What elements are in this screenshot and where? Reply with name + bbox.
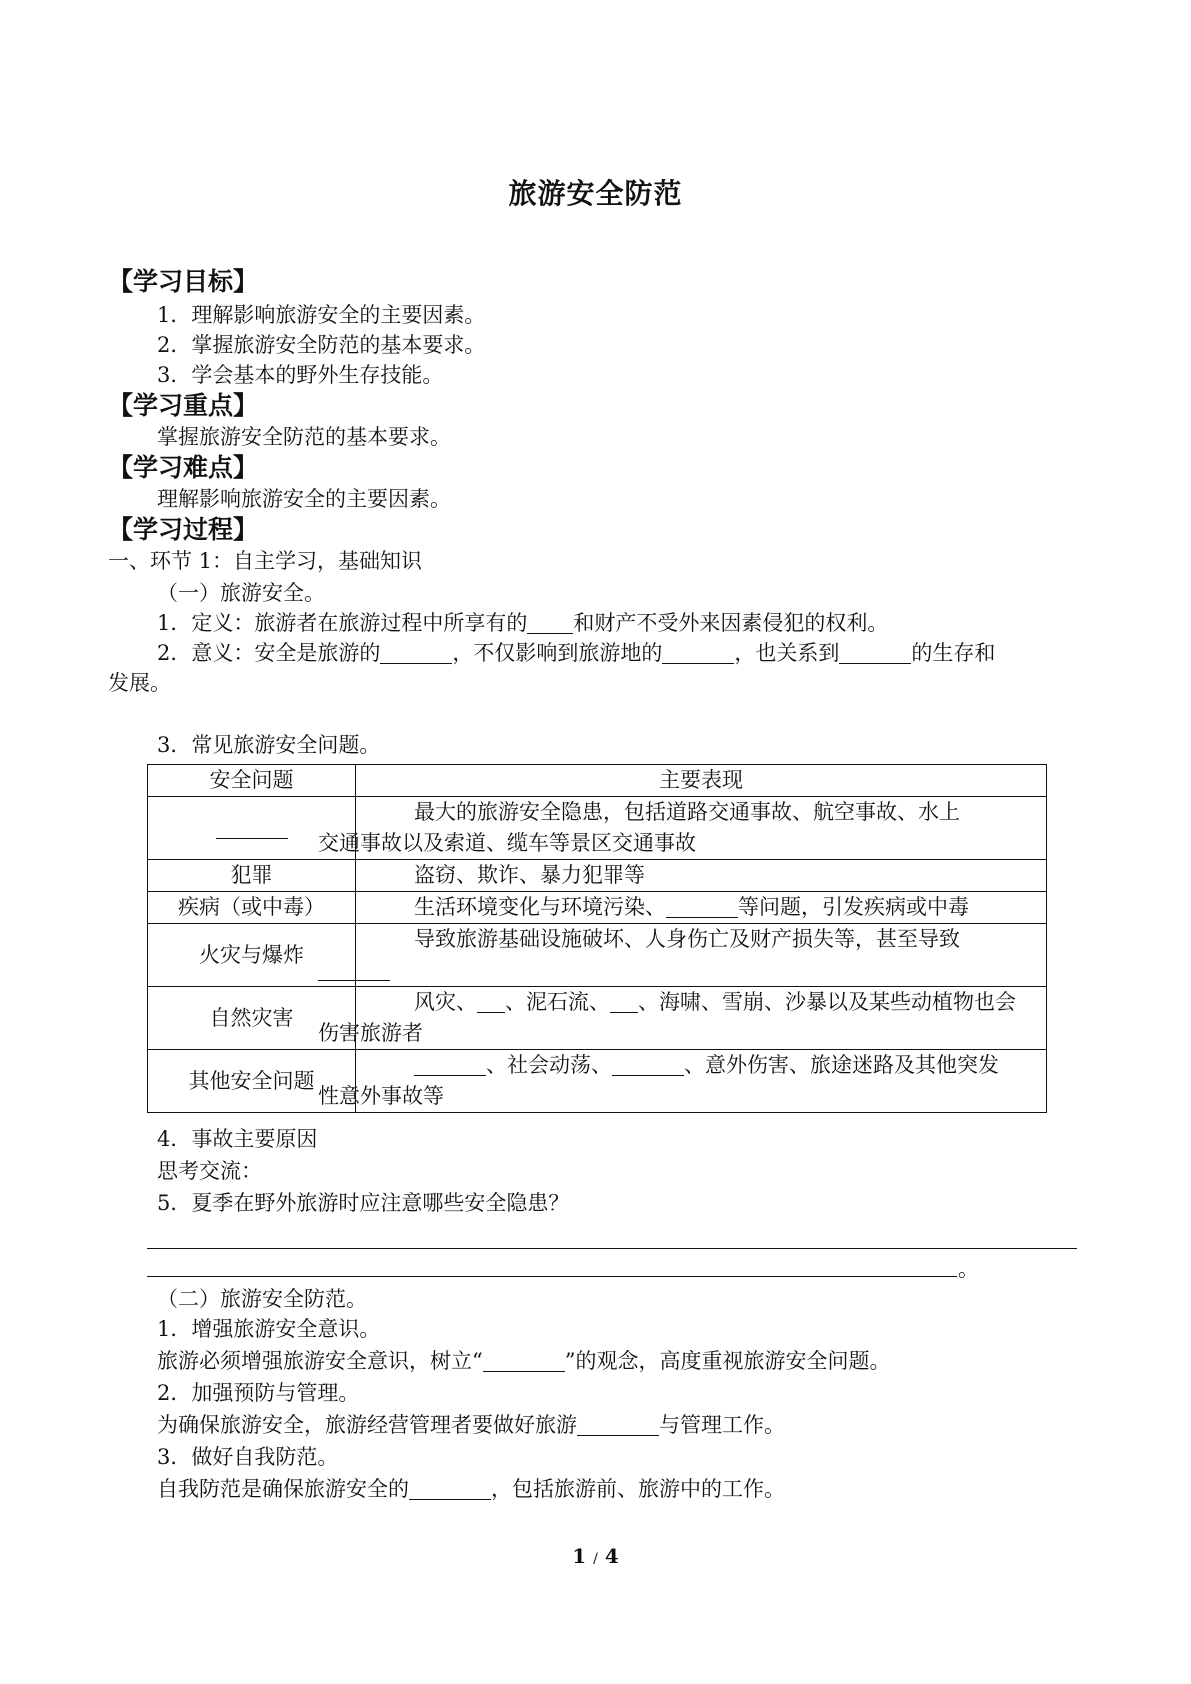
page-number: 1 / 4 (572, 1544, 619, 1568)
meaning-line-continued: 发展。 (108, 671, 171, 695)
fill-blank (577, 1413, 659, 1436)
fill-blank (662, 641, 734, 664)
difficulty-heading: 【学习难点】 (108, 453, 259, 482)
fill-blank (612, 1053, 684, 1076)
fill-blank (318, 958, 390, 981)
prevention-item-text: 旅游必须增强旅游安全意识，树立“ ”的观念，高度重视旅游安全问题。 (157, 1349, 891, 1373)
fill-blank (666, 895, 738, 918)
fill-blank (477, 990, 505, 1013)
safety-issues-table (147, 764, 1047, 1113)
table-cell-issue: 自然灾害 (148, 987, 356, 1050)
table-cell-issue: 火灾与爆炸 (148, 924, 356, 987)
fill-blank (527, 611, 573, 634)
fill-blank (610, 990, 638, 1013)
goal-item: 3．学会基本的野外生存技能。 (157, 363, 444, 387)
table-cell-issue: 犯罪 (148, 860, 356, 892)
table-row (148, 987, 1047, 1050)
prevention-item-heading: 3．做好自我防范。 (157, 1445, 339, 1469)
common-issues-heading: 3．常见旅游安全问题。 (157, 733, 381, 757)
fill-blank (409, 1477, 491, 1500)
causes-line: 4．事故主要原因 (157, 1127, 318, 1151)
table-cell-desc: 盗窃、欺诈、暴力犯罪等 (356, 860, 1047, 892)
answer-period: 。 (958, 1257, 979, 1281)
table-header-row (148, 765, 1047, 797)
think-line: 思考交流： (157, 1159, 262, 1183)
table-cell-desc: 导致旅游基础设施破坏、人身伤亡及财产损失等，甚至导致 (356, 924, 1047, 987)
definition-line: 1．定义：旅游者在旅游过程中所享有的 和财产不受外来因素侵犯的权利。 (157, 611, 889, 635)
stage-heading: 一、环节 1：自主学习，基础知识 (108, 549, 423, 573)
table-row (148, 924, 1047, 987)
fill-blank (414, 1053, 486, 1076)
table-row (148, 892, 1047, 924)
table-row (148, 797, 1047, 860)
prevention-item-text: 为确保旅游安全，旅游经营管理者要做好旅游 与管理工作。 (157, 1413, 785, 1437)
meaning-line: 2．意义：安全是旅游的 ，不仅影响到旅游地的 ，也关系到 的生存和 (157, 641, 996, 665)
subsection-heading: （一）旅游安全。 (157, 581, 325, 605)
table-cell-issue: 其他安全问题 (148, 1050, 356, 1113)
fill-blank (483, 1349, 565, 1372)
goal-item: 2．掌握旅游安全防范的基本要求。 (157, 333, 486, 357)
process-heading: 【学习过程】 (108, 515, 259, 544)
fill-blank (839, 641, 911, 664)
focus-heading: 【学习重点】 (108, 391, 259, 420)
question-line: 5．夏季在野外旅游时应注意哪些安全隐患？ (157, 1191, 570, 1215)
prevention-item-text: 自我防范是确保旅游安全的 ，包括旅游前、旅游中的工作。 (157, 1477, 785, 1501)
table-header: 安全问题 (148, 765, 356, 797)
fill-blank (380, 641, 452, 664)
table-header: 主要表现 (356, 765, 1047, 797)
subsection-heading: （二）旅游安全防范。 (157, 1287, 367, 1311)
table-row (148, 1050, 1047, 1113)
goal-item: 1．理解影响旅游安全的主要因素。 (157, 303, 486, 327)
prevention-item-heading: 1．增强旅游安全意识。 (157, 1317, 381, 1341)
table-cell-desc: 生活环境变化与环境污染、 等问题，引发疾病或中毒 (356, 892, 1047, 924)
table-cell-desc: 最大的旅游安全隐患，包括道路交通事故、航空事故、水上 交通事故以及索道、缆车等景区交通事故 (356, 797, 1047, 860)
prevention-item-heading: 2．加强预防与管理。 (157, 1381, 360, 1405)
answer-line (147, 1276, 957, 1277)
fill-blank (216, 816, 288, 839)
table-row (148, 860, 1047, 892)
table-cell-desc: 、社会动荡、 、意外伤害、旅途迷路及其他突发 性意外事故等 (356, 1050, 1047, 1113)
answer-line (147, 1248, 1077, 1249)
document-title: 旅游安全防范 (508, 177, 683, 210)
goals-heading: 【学习目标】 (108, 267, 259, 296)
table-cell-issue: 疾病（或中毒） (148, 892, 356, 924)
focus-text: 掌握旅游安全防范的基本要求。 (157, 425, 451, 449)
difficulty-text: 理解影响旅游安全的主要因素。 (157, 487, 451, 511)
table-cell-desc: 风灾、 、泥石流、 、海啸、雪崩、沙暴以及某些动植物也会 伤害旅游者 (356, 987, 1047, 1050)
